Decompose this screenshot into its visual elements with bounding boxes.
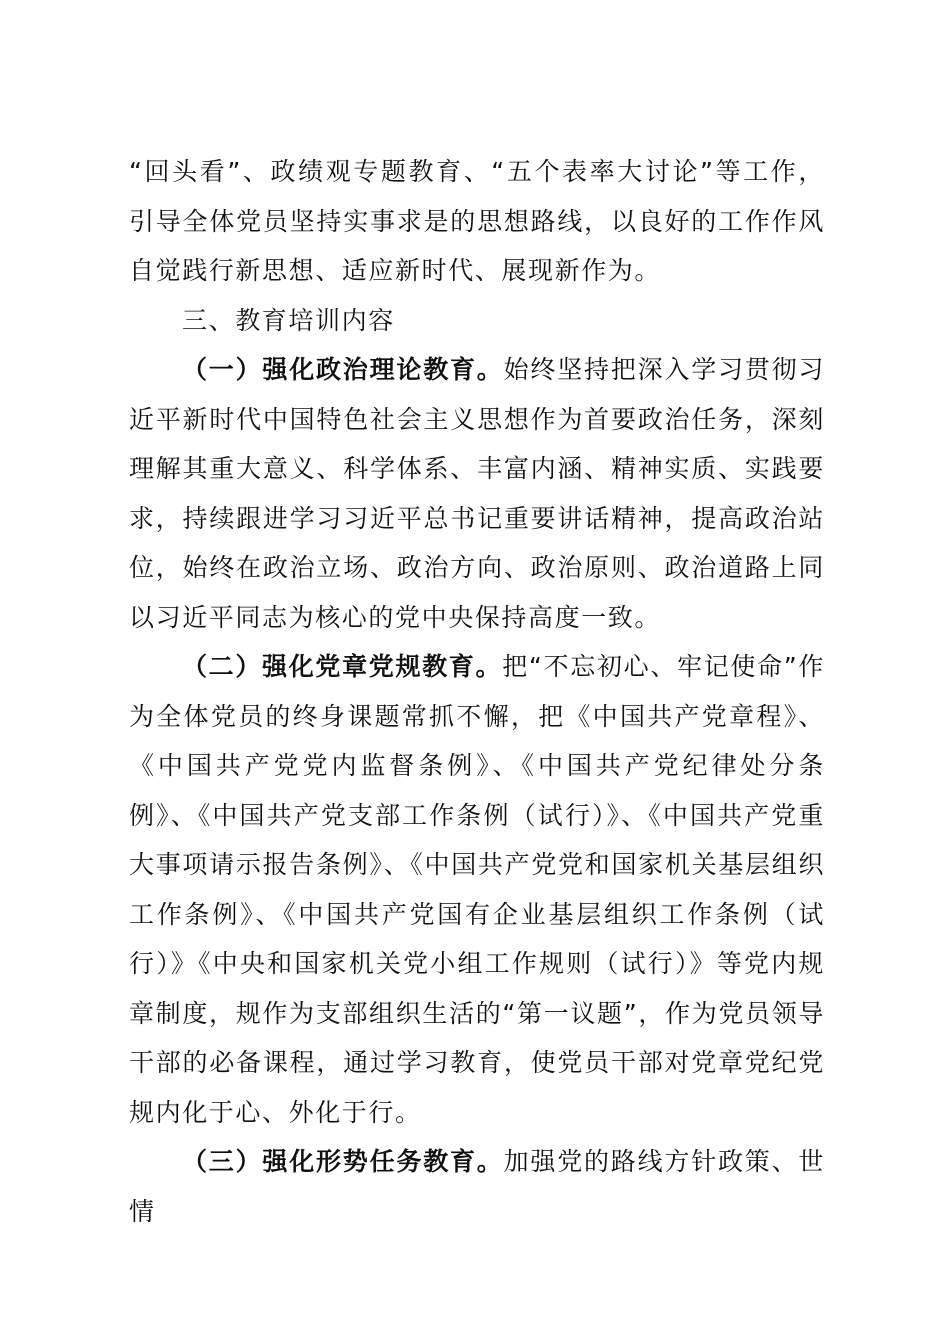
subsection-3-text: 加强党的路线方针政策、世情 [129,1147,826,1226]
intro-paragraph [129,147,825,296]
intro-paragraph-text: “回头看”、政绩观专题教育、“五个表率大讨论”等工作，引导全体党员坚持实事求是的思想路线，以良好的工作作风自觉践行新思想、适应新时代、展现新作为。 [129,157,825,285]
subsection-3-lead: （三）强化形势任务教育。 [182,1147,504,1176]
subsection-paragraph-2 [129,642,825,1137]
subsection-1-text: 始终坚持把深入学习贯彻习近平新时代中国特色社会主义思想作为首要政治任务，深刻理解其重大意义、科学体系、丰富内涵、精神实质、实践要求，持续跟进学习习近平总书记重要讲话精神，提高政治站位，始终在政治立场、政治方向、政治原则、政治道路上同以习近平同志为核心的党中央保持高度一致。 [129,355,826,632]
document-body [129,147,825,1236]
subsection-2-lead: （二）强化党章党规教育。 [182,652,503,681]
subsection-paragraph-1 [129,345,825,642]
section-heading: 三、教育培训内容 [182,305,395,335]
subsection-paragraph-3 [129,1137,825,1236]
subsection-1-lead: （一）强化政治理论教育。 [182,355,504,384]
subsection-2-text: 把“不忘初心、牢记使命”作为全体党员的终身课题常抓不懈，把《中国共产党章程》、《中国共产党党内监督条例》、《中国共产党纪律处分条例》、《中国共产党支部工作条例（试行）》、《中国共产党重大事项请示报告条例》、《中国共产党党和国家机关基层组织工作条例》、《中国共产党国有企业基层组织工作条例（试行）》《中央和国家机关党小组工作规则（试行）》等党内规章制度，规作为支部组织生活的“第一议题”，作为党员领导干部的必备课程，通过学习教育，使党员干部对党章党纪党规内化于心、外化于行。 [129,652,825,1127]
